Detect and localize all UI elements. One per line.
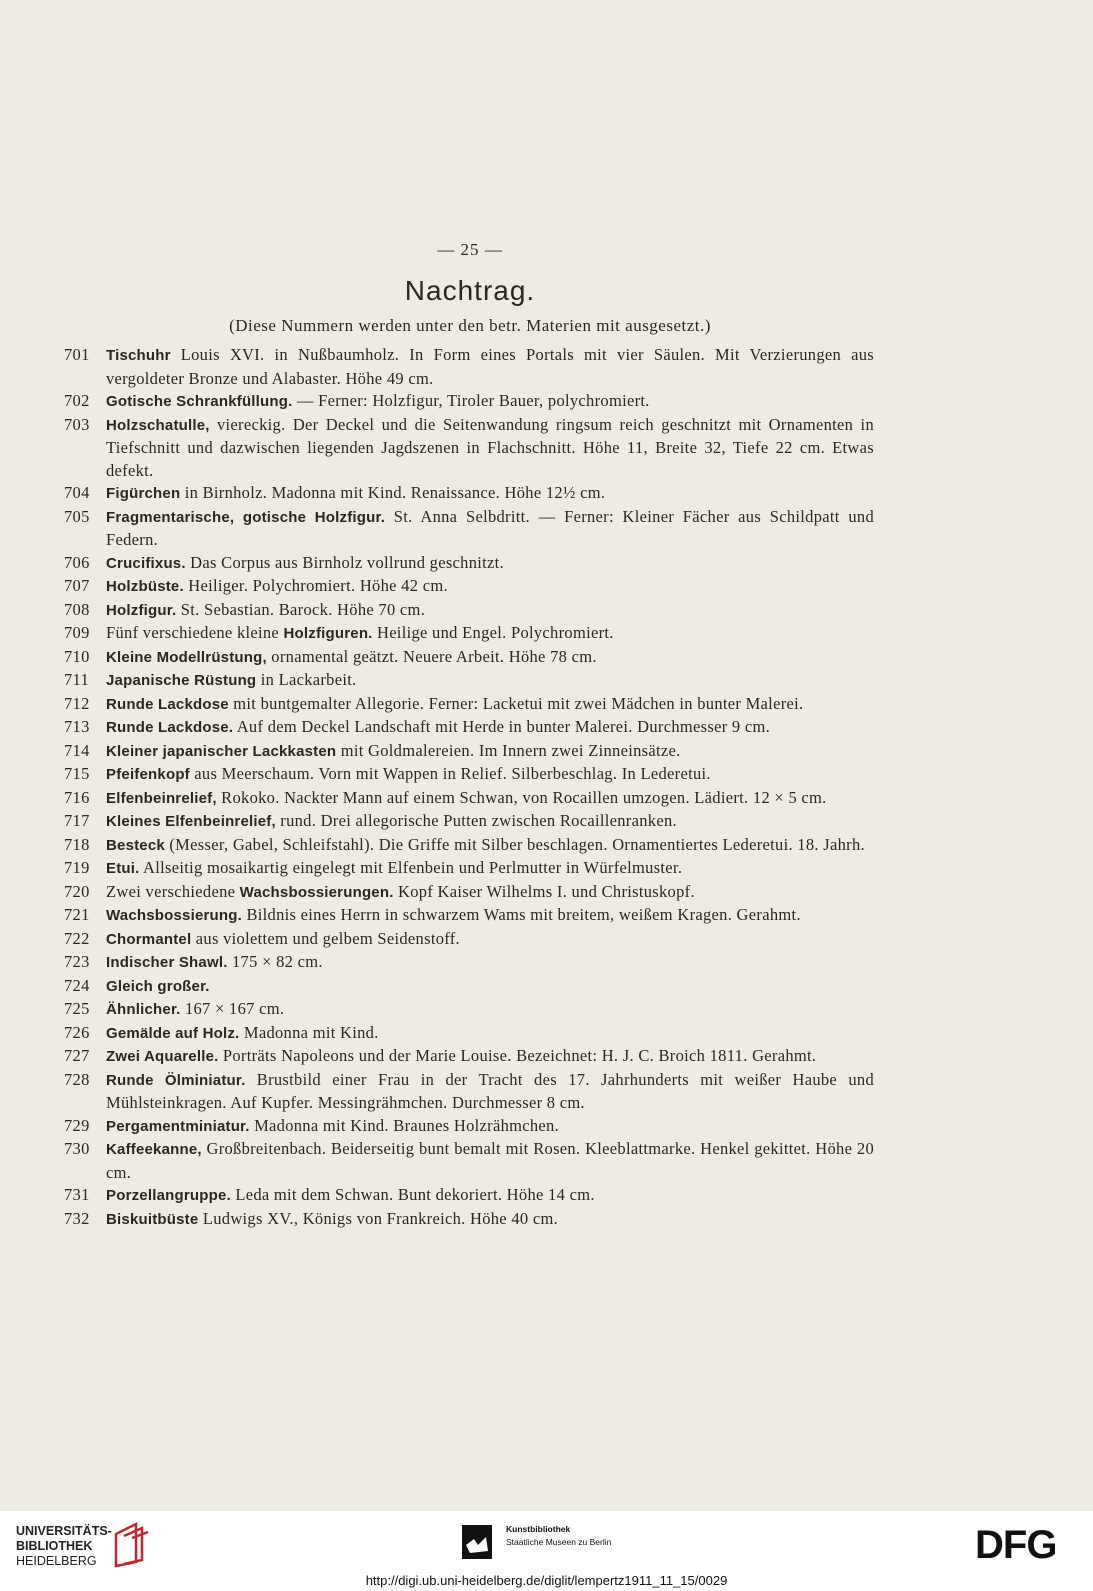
entry-description: mit buntgemalter Allegorie. Ferner: Lacketui mit zwei Mädchen in bunter Malerei. xyxy=(228,693,804,713)
entry-number: 703 xyxy=(64,414,90,434)
entry-number: 732 xyxy=(64,1208,90,1228)
entry-number: 705 xyxy=(64,506,90,526)
entry-number: 704 xyxy=(64,483,90,502)
entry-description: Bildnis eines Herrn in schwarzem Wams mit breitem, weißem Kragen. Gerahmt. xyxy=(242,905,801,924)
catalogue-entry xyxy=(64,740,874,764)
entry-prefix: Zwei verschiedene xyxy=(106,881,240,901)
entry-number: 707 xyxy=(64,576,90,595)
entry-description: in Birnholz. Madonna mit Kind. Renaissance. Höhe 12½ cm. xyxy=(180,483,606,502)
entry-description: mit Goldmalereien. Im Innern zwei Zinneinsätze. xyxy=(336,740,681,760)
catalogue-entry xyxy=(64,575,874,599)
catalogue-entry xyxy=(64,763,874,787)
entry-number: 723 xyxy=(64,952,90,971)
catalogue-entry xyxy=(64,1045,874,1069)
entry-heading: Wachsbossierungen. xyxy=(239,883,394,901)
catalogue-entry xyxy=(64,482,874,506)
catalogue-entry xyxy=(64,646,874,670)
entry-heading: Zwei Aquarelle. xyxy=(106,1048,219,1065)
entry-number: 711 xyxy=(64,670,90,689)
entry-number: 728 xyxy=(64,1069,90,1089)
entry-number: 726 xyxy=(64,1022,90,1042)
catalogue-entry xyxy=(64,622,874,646)
entry-heading: Porzellangruppe. xyxy=(106,1187,231,1204)
ub-logo-line: HEIDELBERG xyxy=(16,1554,97,1568)
catalogue-entry xyxy=(64,1184,874,1208)
catalogue-entry xyxy=(64,552,874,576)
entry-description: Das Corpus aus Birnholz vollrund geschnitzt. xyxy=(185,552,504,572)
entry-number: 721 xyxy=(64,905,90,924)
entry-heading: Wachsbossierung. xyxy=(106,907,243,924)
entry-description: Louis XVI. in Nußbaumholz. In Form eines Portals mit vier Säulen. Mit Verzierungen aus vergoldeter Bronze und Alabaster. Höhe 49 cm. xyxy=(106,345,874,388)
entry-number: 722 xyxy=(64,928,90,948)
catalogue-entry xyxy=(64,881,874,905)
entry-number: 718 xyxy=(64,834,90,854)
catalogue-entry xyxy=(64,669,874,693)
entry-number: 714 xyxy=(64,740,90,760)
footer-bar xyxy=(0,1511,1093,1591)
entry-number: 724 xyxy=(64,975,90,995)
entry-heading: Runde Ölminiatur. xyxy=(106,1071,246,1089)
entry-description: Ludwigs XV., Königs von Frankreich. Höhe 40 cm. xyxy=(198,1208,559,1228)
catalogue-entry xyxy=(64,1138,874,1184)
entry-description: Auf dem Deckel Landschaft mit Herde in bunter Malerei. Durchmesser 9 cm. xyxy=(233,717,771,736)
catalogue-entry xyxy=(64,810,874,834)
entry-heading: Japanische Rüstung xyxy=(106,672,257,689)
catalogue-entry xyxy=(64,693,874,717)
entry-heading: Kaffeekanne, xyxy=(106,1141,202,1158)
entry-description: aus Meerschaum. Vorn mit Wappen in Relief. Silberbeschlag. In Lederetui. xyxy=(189,764,711,783)
entry-heading: Gotische Schrankfüllung. xyxy=(106,393,293,410)
entry-heading: Etui. xyxy=(106,860,140,877)
entry-heading: Holzfigur. xyxy=(106,601,177,619)
entry-heading: Tischuhr xyxy=(106,347,171,364)
catalogue-entry xyxy=(64,390,874,414)
ub-mark-icon xyxy=(112,1522,152,1568)
eagle-icon xyxy=(462,1525,492,1559)
entry-number: 725 xyxy=(64,999,90,1018)
entry-description: in Lackarbeit. xyxy=(256,670,357,689)
entry-description: Allseitig mosaikartig eingelegt mit Elfenbein und Perlmutter in Würfelmuster. xyxy=(139,858,683,877)
entry-number: 720 xyxy=(64,881,90,901)
catalogue-entry xyxy=(64,1069,874,1115)
entry-number: 730 xyxy=(64,1139,90,1158)
entry-description: Madonna mit Kind. xyxy=(239,1022,379,1042)
catalogue-entry xyxy=(64,998,874,1022)
catalogue-entry xyxy=(64,951,874,975)
catalogue-entry xyxy=(64,716,874,740)
entry-heading: Kleines Elfenbeinrelief, xyxy=(106,813,276,830)
entry-number: 729 xyxy=(64,1115,90,1135)
entry-heading: Figürchen xyxy=(106,485,181,502)
entry-description: 167 × 167 cm. xyxy=(180,999,285,1018)
entry-heading: Elfenbeinrelief, xyxy=(106,789,217,807)
ub-logo-line: BIBLIOTHEK xyxy=(16,1539,93,1553)
entry-number: 706 xyxy=(64,552,90,572)
entry-heading: Kleine Modellrüstung, xyxy=(106,648,267,666)
entry-heading: Holzfiguren. xyxy=(283,625,373,642)
entry-heading: Biskuitbüste xyxy=(106,1210,199,1228)
entry-description: rund. Drei allegorische Putten zwischen Rocaillenranken. xyxy=(275,811,677,830)
entry-description: Rokoko. Nackter Mann auf einem Schwan, von Rocaillen umzogen. Lädiert. 12 × 5 cm. xyxy=(216,787,827,807)
entry-description: ornamental geätzt. Neuere Arbeit. Höhe 78 cm. xyxy=(266,646,597,666)
entry-number: 701 xyxy=(64,345,90,364)
entry-description: — Ferner: Holzfigur, Tiroler Bauer, polychromiert. xyxy=(292,391,650,410)
entry-heading: Gleich großer. xyxy=(106,977,210,995)
catalogue-entry xyxy=(64,787,874,811)
entry-description: 175 × 82 cm. xyxy=(227,952,323,971)
entry-description: Leda mit dem Schwan. Bunt dekoriert. Höhe 14 cm. xyxy=(230,1185,595,1204)
entry-description: (Messer, Gabel, Schleifstahl). Die Griffe mit Silber beschlagen. Ornamentiertes Lederetui. 18. Jahrh. xyxy=(164,834,865,854)
kb-logo-line: Staatliche Museen zu Berlin xyxy=(506,1537,612,1547)
entry-heading: Kleiner japanischer Lackkasten xyxy=(106,742,337,760)
catalogue-entry xyxy=(64,1208,874,1232)
entry-description: aus violettem und gelbem Seidenstoff. xyxy=(191,928,460,948)
entry-number: 713 xyxy=(64,717,90,736)
dfg-logo[interactable]: DFG xyxy=(975,1523,1057,1567)
entry-number: 717 xyxy=(64,811,90,830)
entry-description: Heiliger. Polychromiert. Höhe 42 cm. xyxy=(183,576,448,595)
catalogue-entry xyxy=(64,1115,874,1139)
entry-heading: Besteck xyxy=(106,836,165,854)
page-subtitle: (Diese Nummern werden unter den betr. Materien mit ausgesetzt.) xyxy=(229,316,711,335)
catalogue-entry xyxy=(64,904,874,928)
entry-number: 702 xyxy=(64,391,90,410)
catalogue-entry xyxy=(64,344,874,390)
entry-number: 715 xyxy=(64,764,90,783)
entry-heading: Pfeifenkopf xyxy=(106,766,190,783)
entry-number: 712 xyxy=(64,693,90,713)
entry-number: 727 xyxy=(64,1046,90,1065)
entry-heading: Chormantel xyxy=(106,930,192,948)
entry-description: viereckig. Der Deckel und die Seitenwandung ringsum reich geschnitzt mit Ornamenten in Tiefschnitt und dazwischen liegenden Jagdszenen in Flachschnitt. Höhe 11, Breite 32, Tiefe 22 cm. Etwas defekt. xyxy=(106,414,874,480)
entry-description: St. Sebastian. Barock. Höhe 70 cm. xyxy=(176,599,426,619)
catalogue-entry xyxy=(64,599,874,623)
entry-number: 708 xyxy=(64,599,90,619)
entry-heading: Runde Lackdose. xyxy=(106,719,234,736)
entry-number: 710 xyxy=(64,646,90,666)
entry-number: 716 xyxy=(64,787,90,807)
ub-heidelberg-logo[interactable] xyxy=(16,1524,112,1569)
entry-number: 709 xyxy=(64,623,90,642)
catalogue-entry xyxy=(64,834,874,858)
catalogue-entry xyxy=(64,414,874,483)
entry-heading: Holzschatulle, xyxy=(106,416,210,434)
catalogue-entry xyxy=(64,975,874,999)
catalogue-entry xyxy=(64,506,874,552)
entry-description: Kopf Kaiser Wilhelms I. und Christuskopf. xyxy=(393,881,695,901)
entry-heading: Fragmentarische, gotische Holzfigur. xyxy=(106,508,386,526)
entry-heading: Ähnlicher. xyxy=(106,1001,181,1018)
page-title: Nachtrag. xyxy=(404,275,536,306)
kb-logo-line: Kunstbibliothek xyxy=(506,1524,571,1534)
ub-logo-line: UNIVERSITÄTS- xyxy=(16,1524,112,1538)
entry-description: Brustbild einer Frau in der Tracht des 17. Jahrhunderts mit weißer Haube und Mühlsteinkragen. Auf Kupfer. Messingrähmchen. Durchmesser 8 cm. xyxy=(106,1069,875,1112)
permalink-url[interactable]: http://digi.ub.uni-heidelberg.de/diglit/lempertz1911_11_15/0029 xyxy=(365,1573,728,1588)
catalogue-entry xyxy=(64,928,874,952)
entry-prefix: Fünf verschiedene kleine xyxy=(106,623,284,642)
entry-description: St. Anna Selbdritt. — Ferner: Kleiner Fächer aus Schildpatt und Federn. xyxy=(106,506,874,549)
entry-heading: Pergamentminiatur. xyxy=(106,1117,250,1135)
entry-heading: Gemälde auf Holz. xyxy=(106,1024,240,1042)
catalogue-entry xyxy=(64,857,874,881)
entry-description: Madonna mit Kind. Braunes Holzrähmchen. xyxy=(249,1115,560,1135)
page-number: — 25 — xyxy=(437,240,503,259)
entry-number: 719 xyxy=(64,858,90,877)
entry-heading: Indischer Shawl. xyxy=(106,954,228,971)
entry-description: Großbreitenbach. Beiderseitig bunt bemalt mit Rosen. Kleeblattmarke. Henkel gekittet. Höhe 20 cm. xyxy=(106,1139,874,1182)
entry-description: Heilige und Engel. Polychromiert. xyxy=(372,623,614,642)
catalogue-entries xyxy=(64,344,874,1231)
entry-heading: Runde Lackdose xyxy=(106,695,229,713)
entry-heading: Holzbüste. xyxy=(106,578,184,595)
entry-heading: Crucifixus. xyxy=(106,554,186,572)
entry-number: 731 xyxy=(64,1185,90,1204)
catalogue-entry xyxy=(64,1022,874,1046)
entry-description: Porträts Napoleons und der Marie Louise. Bezeichnet: H. J. C. Broich 1811. Gerahmt. xyxy=(218,1046,817,1065)
